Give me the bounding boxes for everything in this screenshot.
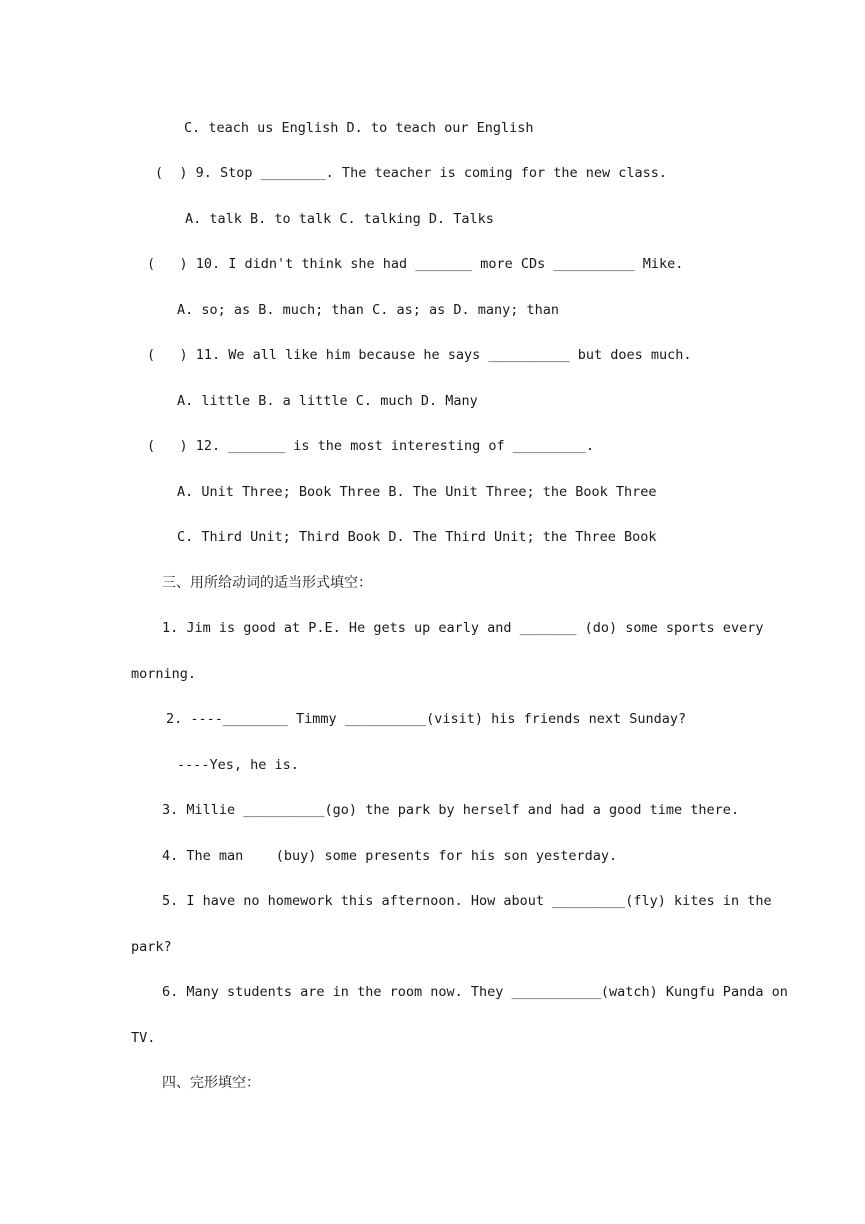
question-9-stem: ( ) 9. Stop ________. The teacher is coming for the new class. [155,165,668,181]
section-3-heading: 三、用所给动词的适当形式填空： [162,575,372,591]
exercise-4: 4. The man (buy) some presents for his son yesterday. [162,848,618,864]
question-10-stem: ( ) 10. I didn't think she had _______ more CDs __________ Mike. [147,256,684,272]
question-9-options: A. talk B. to talk C. talking D. Talks [185,211,494,227]
exercise-6-line-1: 6. Many students are in the room now. They ___________(watch) Kungfu Panda on [162,984,788,1000]
question-11-options: A. little B. a little C. much D. Many [177,393,478,409]
exercise-5-line-2: park? [131,939,172,955]
section-4-heading: 四、完形填空： [162,1075,260,1091]
exercise-6-line-2: TV. [131,1030,156,1046]
exercise-1-line-1: 1. Jim is good at P.E. He gets up early and _______ (do) some sports every [162,620,764,636]
question-11-stem: ( ) 11. We all like him because he says __________ but does much. [147,347,692,363]
question-10-options: A. so; as B. much; than C. as; as D. many; than [177,302,560,318]
exercise-2-line-1: 2. ----________ Timmy __________(visit) his friends next Sunday? [166,711,687,727]
exercise-2-line-2: ----Yes, he is. [177,757,299,773]
exercise-5-line-1: 5. I have no homework this afternoon. How about _________(fly) kites in the [162,893,772,909]
question-12-options-c-d: C. Third Unit; Third Book D. The Third Unit; the Three Book [177,529,657,545]
question-12-stem: ( ) 12. _______ is the most interesting of _________. [147,438,595,454]
exercise-3: 3. Millie __________(go) the park by herself and had a good time there. [162,802,740,818]
question-12-options-a-b: A. Unit Three; Book Three B. The Unit Three; the Book Three [177,484,657,500]
exercise-1-line-2: morning. [131,666,197,682]
question-8-options-c-d: C. teach us English D. to teach our English [184,120,534,136]
